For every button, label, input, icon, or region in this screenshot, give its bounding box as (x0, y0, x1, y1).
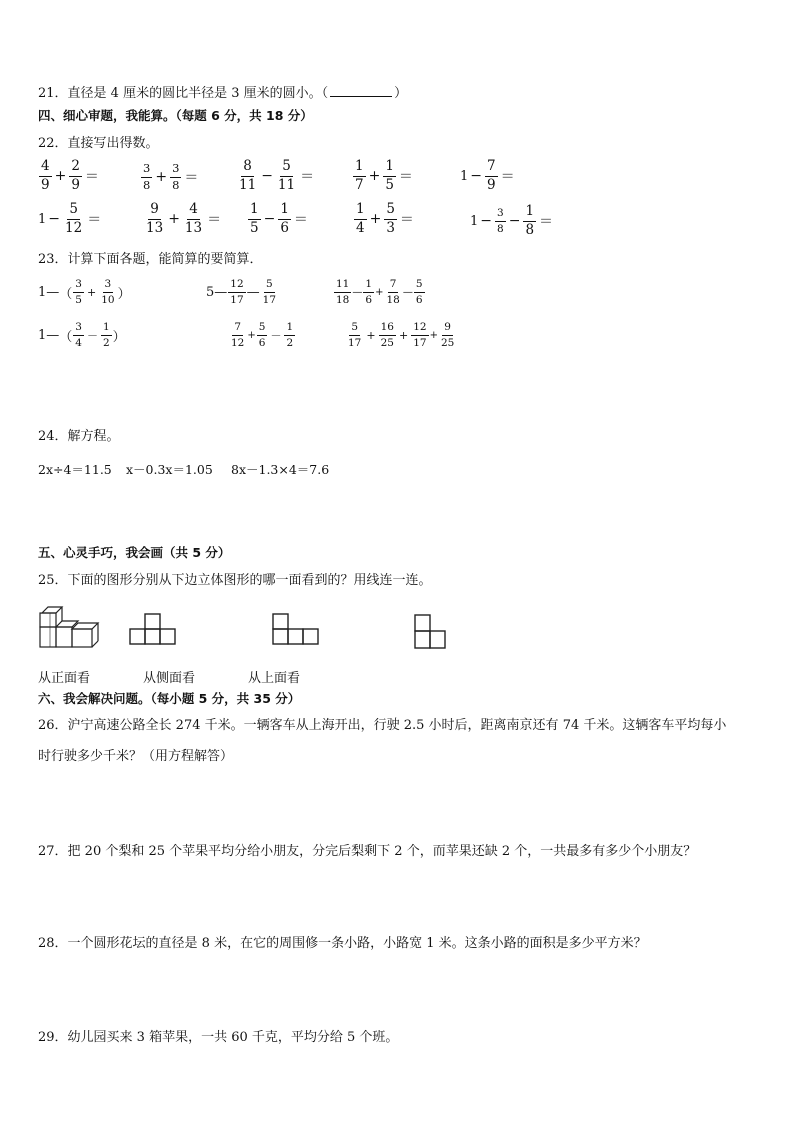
equation-2: x－0.3x＝1.05 (126, 462, 213, 477)
question-26-line-2: 时行驶多少千米？（用方程解答） (38, 749, 234, 764)
fraction: $\frac{9}{13}$ (146, 201, 164, 236)
fraction: $\frac{7}{9}$ (487, 158, 496, 193)
fraction: $\frac{7}{18}$ (386, 278, 400, 306)
q22-expr-7: $\frac{9}{13}$ + $\frac{4}{13}$ ＝ (146, 201, 222, 236)
section-4-title: 四、细心审题，我能算。（每题 6 分，共 18 分） (38, 108, 313, 123)
fraction: $\frac{8}{11}$ (239, 158, 257, 193)
fraction: $\frac{5}{6}$ (258, 321, 266, 349)
q22-expr-6: 1 − $\frac{5}{12}$ ＝ (38, 201, 102, 236)
solid-figure-drawing (38, 605, 100, 649)
q22-expr-4: $\frac{1}{7}$ + $\frac{1}{5}$ ＝ (355, 158, 413, 193)
view-shape-2 (272, 612, 320, 648)
view-label-front: 从正面看 (38, 671, 91, 686)
fraction: $\frac{4}{13}$ (184, 201, 203, 236)
q23-expr-4: 1 — （ $\frac{3}{4}$ － $\frac{1}{2}$ ） (38, 321, 126, 349)
q23-expr-5: $\frac{7}{12}$ + $\frac{5}{6}$ － $\frac{1}{2}$ (231, 321, 294, 349)
question-22: 22．直接写出得数。 (38, 136, 159, 151)
question-27: 27．把 20 个梨和 25 个苹果平均分给小朋友，分完后梨剩下 2 个，而苹果还缺 2 个，一共最多有多少个小朋友？ (38, 844, 697, 859)
fraction: $\frac{12}{17}$ (230, 278, 244, 306)
fraction: $\frac{3}{8}$ (143, 161, 151, 192)
question-21-end: ） (394, 86, 408, 101)
view-shape-3 (414, 612, 450, 652)
view-shape-1 (129, 612, 177, 648)
question-23: 23．计算下面各题，能简算的要简算． (38, 252, 263, 267)
equation-3: 8x－1.3×4＝7.6 (231, 462, 330, 477)
section-6-title: 六、我会解决问题。（每小题 5 分，共 35 分） (38, 691, 301, 706)
fraction: $\frac{1}{6}$ (365, 278, 373, 306)
fraction: $\frac{5}{6}$ (415, 278, 423, 306)
q22-expr-1: $\frac{4}{9}$ + $\frac{2}{9}$ ＝ (41, 158, 99, 193)
section-5-title: 五、心灵手巧，我会画（共 5 分） (38, 545, 231, 560)
q22-expr-3: $\frac{8}{11}$ − $\frac{5}{11}$ ＝ (239, 158, 315, 193)
fraction: $\frac{2}{9}$ (71, 158, 80, 193)
question-28: 28．一个圆形花坛的直径是 8 米，在它的周围修一条小路，小路宽 1 米。这条小路的面积是多少平方米？ (38, 936, 647, 951)
view-label-side: 从侧面看 (143, 671, 196, 686)
q23-expr-2: 5 — $\frac{12}{17}$ — $\frac{5}{17}$ (206, 278, 277, 306)
fraction: $\frac{1}{2}$ (286, 321, 294, 349)
fraction: $\frac{1}{5}$ (250, 201, 259, 236)
q22-expr-9: $\frac{1}{4}$ + $\frac{5}{3}$ ＝ (356, 201, 414, 236)
fraction: $\frac{1}{8}$ (525, 203, 535, 238)
fraction: $\frac{9}{25}$ (440, 321, 455, 349)
fraction: $\frac{5}{12}$ (65, 201, 83, 236)
fraction: $\frac{3}{10}$ (101, 278, 115, 306)
question-29: 29．幼儿园买来 3 箱苹果，一共 60 千克，平均分给 5 个班。 (38, 1030, 399, 1045)
fraction: $\frac{12}{17}$ (413, 321, 427, 349)
q22-expr-10: 1 − $\frac{3}{8}$ − $\frac{1}{8}$ ＝ (470, 203, 554, 238)
fraction: $\frac{1}{5}$ (385, 158, 394, 193)
question-21-text: 21．直径是 4 厘米的圆比半径是 3 厘米的圆小。（ (38, 86, 329, 101)
q23-expr-6: $\frac{5}{17}$ + $\frac{16}{25}$ + $\frac{12}{17}$ + $\frac{9}{25}$ (348, 321, 455, 349)
fraction: $\frac{5}{11}$ (277, 158, 296, 193)
q22-expr-2: $\frac{3}{8}$ + $\frac{3}{8}$ ＝ (143, 161, 199, 192)
fraction: $\frac{1}{4}$ (356, 201, 365, 236)
fraction: $\frac{16}{25}$ (380, 321, 394, 349)
fraction: $\frac{3}{8}$ (497, 207, 504, 235)
fraction: $\frac{11}{18}$ (336, 278, 350, 306)
view-label-top: 从上面看 (248, 671, 301, 686)
question-26-line-1: 26．沪宁高速公路全长 274 千米。一辆客车从上海开出，行驶 2.5 小时后，距离南京还有 74 千米。这辆客车平均每小 (38, 718, 727, 733)
fraction: $\frac{1}{7}$ (355, 158, 364, 193)
question-21 (38, 84, 407, 100)
question-24: 24．解方程。 (38, 429, 120, 444)
fraction: $\frac{3}{4}$ (75, 321, 82, 349)
question-25: 25．下面的图形分别从下边立体图形的哪一面看到的？用线连一连。 (38, 573, 432, 588)
fraction: $\frac{7}{12}$ (231, 321, 245, 349)
answer-blank[interactable] (330, 84, 392, 97)
fraction: $\frac{1}{6}$ (280, 201, 289, 236)
q22-expr-5: 1 − $\frac{7}{9}$ ＝ (460, 158, 515, 193)
fraction: $\frac{3}{5}$ (75, 278, 82, 306)
fraction: $\frac{4}{9}$ (41, 158, 50, 193)
fraction: $\frac{5}{17}$ (262, 278, 277, 306)
fraction: $\frac{5}{17}$ (348, 321, 362, 349)
q22-expr-8: $\frac{1}{5}$ − $\frac{1}{6}$ ＝ (250, 201, 308, 236)
q23-expr-1: 1 — （ $\frac{3}{5}$ + $\frac{3}{10}$ ） (38, 278, 131, 306)
q23-expr-3: $\frac{11}{18}$ — $\frac{1}{6}$ + $\frac{7}{18}$ — $\frac{5}{6}$ (336, 278, 423, 306)
fraction: $\frac{5}{3}$ (386, 201, 395, 236)
fraction: $\frac{1}{2}$ (102, 321, 110, 349)
fraction: $\frac{3}{8}$ (172, 161, 180, 192)
equation-1: 2x÷4＝11.5 (38, 462, 112, 477)
